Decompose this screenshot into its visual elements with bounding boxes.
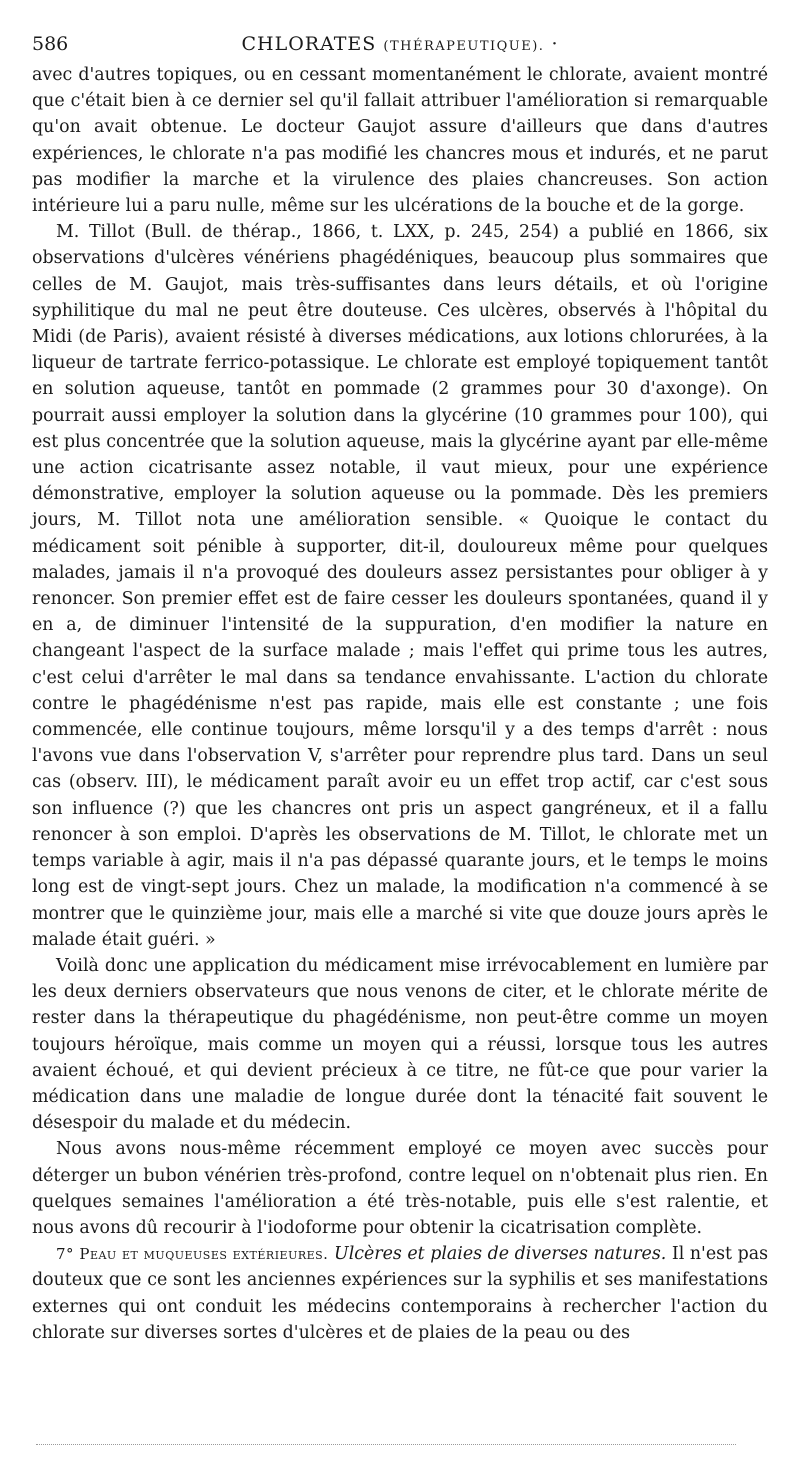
running-title [32,26,768,65]
paragraph-personal-experience: Nous avons nous-même récemment employé ce moyen avec succès pour déterger un bubon vénérien très-profond, contre lequel on n'obtenait plus rien. En quelques semaines l'amélioration a été très-notable, puis elle s'est ralentie, et nous avons dû recourir à l'iodoforme pour obtenir la cicatrisation complète. [32,1139,768,1238]
section-italic-title: Ulcères et plaies de diverses natures. [334,1244,667,1265]
paragraph-section-7 [32,1241,768,1346]
page-header [32,26,768,62]
paragraph-continued: avec d'autres topiques, ou en cessant momentanément le chlorate, avaient montré que c'était bien à ce dernier sel qu'il fallait attribuer l'amélioration si remarquable qu'on avait obtenue. Le docteur Gaujot assure d'ailleurs que dans d'autres expériences, le chlorate n'a pas modifié les chancres mous et indurés, et ne parut pas modifier la marche et la virulence des plaies chancreuses. Son action intérieure lui a paru nulle, même sur les ulcérations de la bouche et de la gorge. [32,65,768,217]
book-page [32,26,768,1346]
paragraph-tillot: M. Tillot (Bull. de thérap., 1866, t. LXX, p. 245, 254) a publié en 1866, six observations d'ulcères vénériens phagédéniques, beaucoup plus sommaires que celles de M. Gaujot, mais très-suffisantes dans leurs détails, et où l'origine syphilitique du mal ne peut être douteuse. Ces ulcères, observés à l'hôpital du Midi (de Paris), avaient résisté à diverses médications, aux lotions chlorurées, à la liqueur de tartrate ferrico-potassique. Le chlorate est employé topiquement tantôt en solution aqueuse, tantôt en pommade (2 grammes pour 30 d'axonge). On pourrait aussi employer la solution dans la glycérine (10 grammes pour 100), qui est plus concentrée que la solution aqueuse, mais la glycérine ayant par elle-même une action cicatrisante assez notable, il vaut mieux, pour une expérience démonstrative, employer la solution aqueuse ou la pommade. Dès les premiers jours, M. Tillot nota une amélioration sensible. « Quoique le contact du médicament soit pénible à supporter, dit-il, douloureux même pour quelques malades, jamais il n'a provoqué des douleurs assez persistantes pour obliger à y renoncer. Son premier effet est de faire cesser les douleurs spontanées, quand il y en a, de diminuer l'intensité de la suppuration, d'en modifier la nature en changeant l'aspect de la surface malade ; mais l'effet qui prime tous les autres, c'est celui d'arrêter le mal dans sa tendance envahissante. L'action du chlorate contre le phagédénisme n'est pas rapide, mais elle est constante ; une fois commencée, elle continue toujours, même lorsqu'il y a des temps d'arrêt : nous l'avons vue dans l'observation V, s'arrêter pour reprendre plus tard. Dans un seul cas (observ. III), le médicament paraît avoir eu un effet trop actif, car c'est sous son influence (?) que les chancres ont pris un aspect gangréneux, et il a fallu renoncer à son emploi. D'après les observations de M. Tillot, le chlorate met un temps variable à agir, mais il n'a pas dépassé quarante jours, et le temps le moins long est de vingt-sept jours. Chez un malade, la modification n'a commencé à se montrer que le quinzième jour, mais elle a marché si vite que douze jours après le malade était guéri. » [32,222,768,950]
section-heading: 7° Peau et muqueuses extérieures. [56,1245,329,1264]
section-text: Il n'est pas douteux que ce sont les anciennes expériences sur la syphilis et ses manifestations externes qui ont conduit les médecins contemporains à rechercher l'action du chlorate sur diverses sortes d'ulcères et de plaies de la peau ou des [32,1244,769,1343]
header-mark: · [551,33,559,55]
running-title-main: CHLORATES [241,33,377,55]
running-title-subtitle: (THÉRAPEUTIQUE). [383,39,545,54]
footer-dotted-rule [36,1444,736,1445]
page-number: 586 [32,33,69,55]
body-text [32,62,768,1346]
paragraph-conclusion: Voilà donc une application du médicament mise irrévocablement en lumière par les deux derniers observateurs que nous venons de citer, et le chlorate mérite de rester dans la thérapeutique du phagédénisme, non peut-être comme un moyen toujours héroïque, mais comme un moyen qui a réussi, lorsque tous les autres avaient échoué, et qui devient précieux à ce titre, ne fût-ce que pour varier la médication dans une maladie de longue durée dont la ténacité fait souvent le désespoir du malade et du médecin. [32,955,768,1134]
